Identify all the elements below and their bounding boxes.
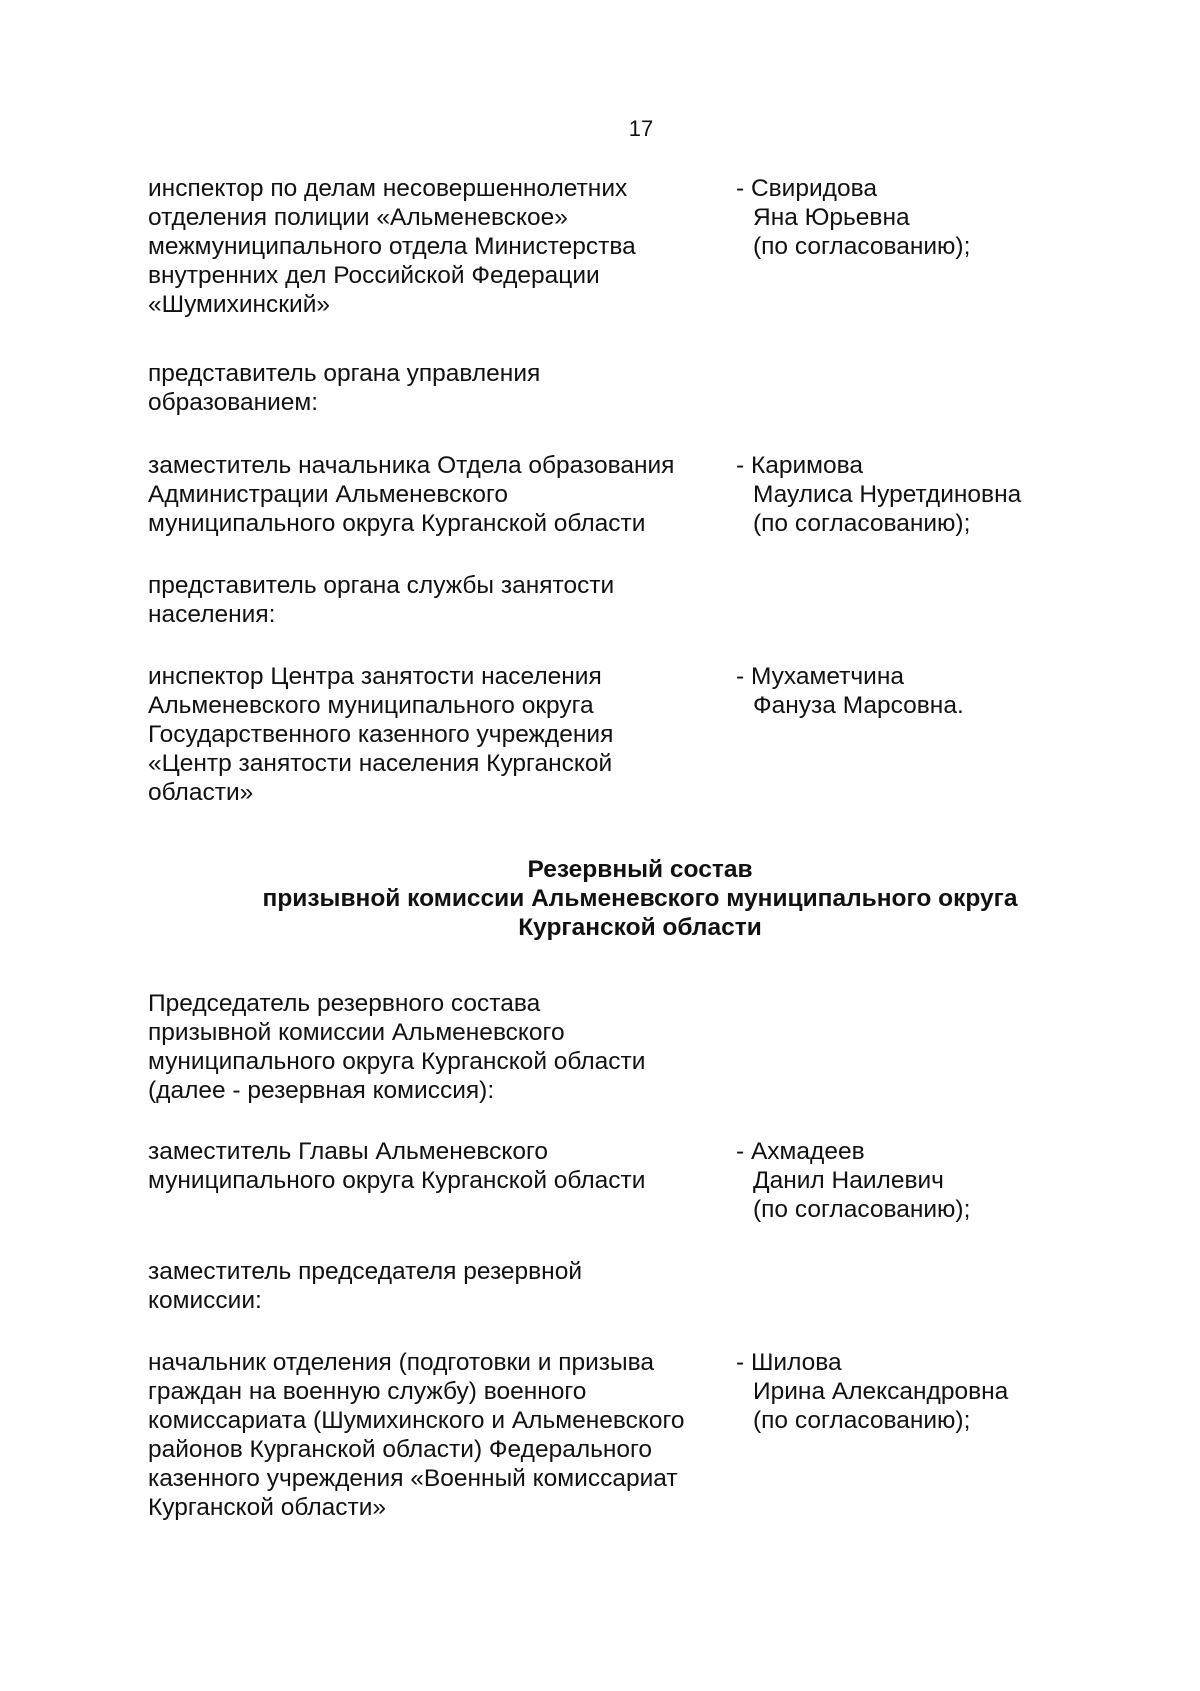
text-line: заместитель председателя резервной <box>148 1258 583 1285</box>
text-line: Маулиса Нуретдиновна <box>753 481 1022 508</box>
position-description <box>148 1137 728 1195</box>
member-name <box>736 1137 1066 1224</box>
text-line: населения: <box>148 601 276 628</box>
text-line: - Мухаметчина <box>736 663 904 690</box>
text-line: внутренних дел Российской Федерации <box>148 262 600 289</box>
text-line: Яна Юрьевна <box>753 204 910 231</box>
page-number: 17 <box>628 116 654 141</box>
member-name <box>736 451 1066 538</box>
position-description <box>148 451 728 538</box>
heading-line: Курганской области <box>518 914 762 941</box>
text-line: образованием: <box>148 389 319 416</box>
text-line: Фануза Марсовна. <box>753 692 964 719</box>
text-line: представитель органа службы занятости <box>148 572 615 599</box>
text-line: - Ахмадеев <box>736 1138 865 1165</box>
text-line: Курганской области» <box>148 1494 387 1521</box>
text-line: муниципального округа Курганской области <box>148 1048 646 1075</box>
text-line: Альменевского муниципального округа <box>148 692 594 719</box>
text-line: инспектор Центра занятости населения <box>148 663 602 690</box>
text-line: (по согласованию); <box>753 1196 971 1223</box>
text-line: - Свиридова <box>736 175 877 202</box>
member-name <box>736 1348 1066 1435</box>
text-line: призывной комиссии Альменевского <box>148 1019 565 1046</box>
text-line: начальник отделения (подготовки и призыва <box>148 1349 654 1376</box>
text-line: области» <box>148 779 254 806</box>
position-description <box>148 359 728 417</box>
text-line: казенного учреждения «Военный комиссариат <box>148 1465 678 1492</box>
text-line: граждан на военную службу) военного <box>148 1378 587 1405</box>
position-description <box>148 174 728 319</box>
text-line: (по согласованию); <box>753 233 971 260</box>
text-line: отделения полиции «Альменевское» <box>148 204 568 231</box>
text-line: муниципального округа Курганской области <box>148 1167 646 1194</box>
member-name <box>736 174 1066 261</box>
text-line: Данил Наилевич <box>753 1167 944 1194</box>
position-description <box>148 989 728 1105</box>
position-description <box>148 1348 728 1522</box>
text-line: Государственного казенного учреждения <box>148 721 614 748</box>
text-line: Ирина Александровна <box>753 1378 1009 1405</box>
text-line: инспектор по делам несовершеннолетних <box>148 175 628 202</box>
section-heading <box>150 855 1130 942</box>
text-line: Председатель резервного состава <box>148 990 541 1017</box>
member-name <box>736 662 1066 720</box>
text-line: (по согласованию); <box>753 510 971 537</box>
text-line: представитель органа управления <box>148 360 541 387</box>
text-line: межмуниципального отдела Министерства <box>148 233 636 260</box>
text-line: заместитель Главы Альменевского <box>148 1138 549 1165</box>
text-line: районов Курганской области) Федерального <box>148 1436 653 1463</box>
text-line: - Каримова <box>736 452 864 479</box>
text-line: Администрации Альменевского <box>148 481 508 508</box>
text-line: «Шумихинский» <box>148 291 331 318</box>
position-description <box>148 1257 728 1315</box>
heading-line: Резервный состав <box>527 856 753 883</box>
position-description <box>148 571 728 629</box>
text-line: - Шилова <box>736 1349 842 1376</box>
text-line: комиссии: <box>148 1287 262 1314</box>
position-description <box>148 662 728 807</box>
text-line: (далее - резервная комиссия): <box>148 1077 495 1104</box>
text-line: комиссариата (Шумихинского и Альменевского <box>148 1407 685 1434</box>
text-line: заместитель начальника Отдела образования <box>148 452 675 479</box>
heading-line: призывной комиссии Альменевского муниципального округа <box>262 885 1018 912</box>
text-line: «Центр занятости населения Курганской <box>148 750 613 777</box>
text-line: муниципального округа Курганской области <box>148 510 646 537</box>
text-line: (по согласованию); <box>753 1407 971 1434</box>
